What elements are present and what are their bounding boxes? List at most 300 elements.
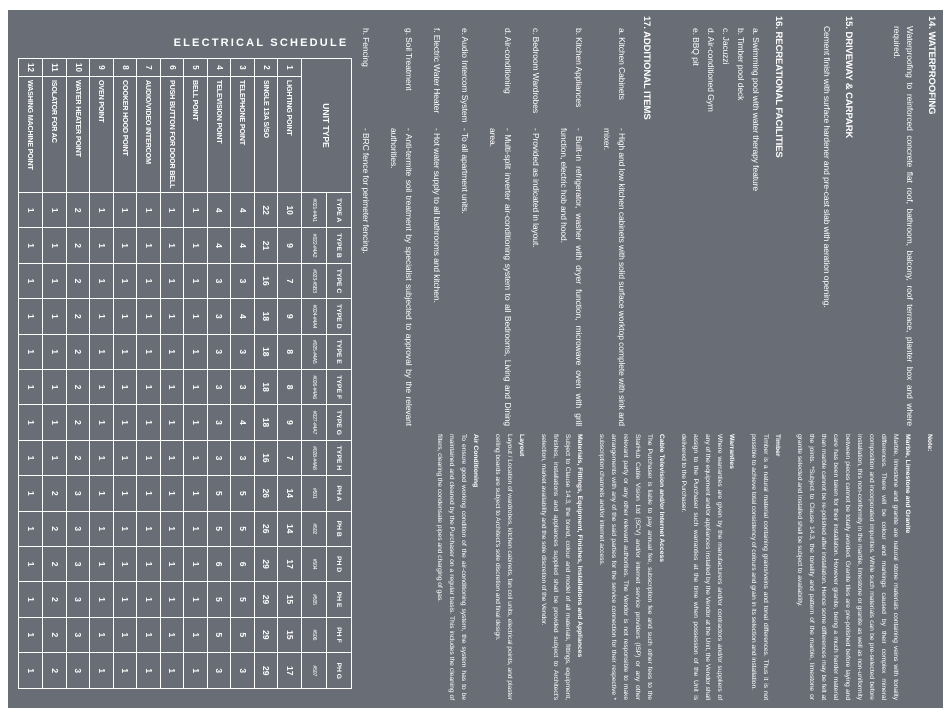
column-type-label: PH B	[326, 512, 351, 546]
value-cell: 2	[43, 653, 67, 688]
item-name: c. Bedroom Wardrobes	[531, 28, 541, 114]
value-cell: 14	[278, 476, 302, 511]
table-row	[254, 59, 278, 688]
section-list-item: d. Air-conditioned Gym	[706, 28, 716, 112]
value-cell: 2	[66, 405, 90, 440]
column-unit-numbers: #506	[310, 629, 317, 641]
column-unit-numbers: #505	[310, 594, 317, 605]
column-header-cell	[301, 370, 351, 405]
row-label-cell: TELEPHONE POINT	[231, 77, 255, 193]
value-cell: 2	[43, 512, 67, 547]
table-row	[90, 59, 114, 688]
value-cell: 1	[113, 335, 137, 370]
spec-item	[358, 28, 373, 426]
value-cell: 1	[43, 299, 67, 334]
row-label-cell: OVEN POINT	[90, 77, 114, 193]
value-cell: 1	[113, 299, 137, 334]
value-cell: 1	[137, 476, 161, 511]
row-label-cell: TELEVISION POINT	[207, 77, 231, 193]
value-cell: 1	[184, 370, 208, 405]
value-cell: 1	[19, 299, 43, 334]
value-cell: 5	[207, 618, 231, 653]
value-cell: 9	[278, 405, 302, 440]
value-cell: 1	[184, 476, 208, 511]
column-unit-numbers: #021-#4A1	[310, 198, 317, 222]
table-header-row	[301, 59, 351, 688]
value-cell: 1	[113, 228, 137, 263]
value-cell: 17	[278, 547, 302, 582]
column-unit-numbers: #025-#4A5	[310, 339, 317, 364]
column-type-label: PH E	[326, 582, 351, 616]
row-label-cell: COOKER HOOD POINT	[113, 77, 137, 193]
value-cell: 17	[278, 653, 302, 688]
value-cell: 1	[19, 370, 43, 405]
value-cell: 1	[43, 441, 67, 476]
electrical-schedule-table	[18, 58, 352, 689]
value-cell: 1	[43, 405, 67, 440]
value-cell: 2	[66, 370, 90, 405]
row-number-cell: 1	[278, 59, 302, 77]
table-row	[231, 59, 255, 688]
value-cell: 1	[160, 547, 184, 582]
value-cell: 1	[137, 228, 161, 263]
value-cell: 1	[113, 582, 137, 617]
section-heading: 17. ADDITIONAL ITEMS	[641, 16, 652, 120]
value-cell: 16	[254, 264, 278, 299]
value-cell: 21	[254, 228, 278, 263]
page-title: ELECTRICAL SCHEDULE	[173, 37, 349, 49]
spec-item	[386, 28, 416, 426]
note-body: Subject to Clause 14.3, the brand, colour and model of all materials, fittings, equipment, finishes, installations and appliances supplied shall be provided subject to Architect's selection, market availability and the sole discretion of the Vendor.	[540, 434, 571, 700]
schedule-title-strip	[171, 32, 351, 54]
column-header-cell	[301, 405, 351, 440]
column-type-label: PH A	[326, 476, 351, 510]
value-cell: 3	[66, 618, 90, 653]
value-cell: 29	[254, 653, 278, 688]
value-cell: 1	[19, 547, 43, 582]
value-cell: 1	[43, 264, 67, 299]
value-cell: 1	[19, 618, 43, 653]
column-header-cell	[301, 264, 351, 299]
value-cell: 5	[231, 618, 255, 653]
value-cell: 2	[66, 228, 90, 263]
value-cell: 2	[66, 335, 90, 370]
document-sheet	[8, 10, 943, 708]
column-type-label: TYPE C	[326, 264, 351, 298]
spec-item	[429, 28, 444, 426]
value-cell: 3	[66, 476, 90, 511]
value-cell: 18	[254, 405, 278, 440]
value-cell: 10	[278, 193, 302, 228]
item-name: h. Fencing	[361, 28, 371, 67]
note-block	[537, 434, 585, 700]
value-cell: 1	[113, 512, 137, 547]
note-heading: Warranties	[728, 434, 735, 469]
value-cell: 2	[43, 582, 67, 617]
unit-type-corner-cell: UNIT TYPE	[301, 59, 351, 193]
value-cell: 1	[113, 476, 137, 511]
note-body: Layout / Location of wardrobes, kitchen cabinets, fan coil units, electrical points, and plaster ceiling boards are subject to Architect's sole discretion and final design.	[494, 434, 513, 700]
value-cell: 1	[90, 405, 114, 440]
value-cell: 1	[43, 335, 67, 370]
value-cell: 1	[19, 193, 43, 228]
value-cell: 1	[160, 264, 184, 299]
value-cell: 1	[113, 264, 137, 299]
item-description: - Anti-termite soil treatment by specialist subjected to approval by the relevant authorities.	[389, 128, 414, 426]
section-paragraph: Waterproofing to reinforced concrete flat roof, bathroom, balcony, roof terrace, planter box and where required.	[892, 26, 915, 426]
value-cell: 1	[160, 476, 184, 511]
value-cell: 26	[254, 512, 278, 547]
value-cell: 1	[90, 299, 114, 334]
column-type-label: TYPE E	[326, 335, 351, 369]
section-list-item: a. Swimming pool with water therapy feature	[751, 28, 761, 191]
value-cell: 4	[207, 228, 231, 263]
column-unit-numbers: #028-#4A8	[310, 446, 317, 470]
value-cell: 18	[254, 335, 278, 370]
value-cell: 1	[90, 335, 114, 370]
value-cell: 1	[137, 299, 161, 334]
item-description: - High and low kitchen cabinets with solid surface worktop complete with sink and mixer.	[602, 128, 627, 426]
value-cell: 1	[160, 370, 184, 405]
value-cell: 3	[207, 653, 231, 688]
value-cell: 4	[231, 405, 255, 440]
table-body	[19, 59, 301, 688]
column-header-cell	[301, 582, 351, 617]
note-heading: Timber	[774, 434, 781, 457]
value-cell: 1	[184, 228, 208, 263]
item-name: a. Kitchen Cabinets	[617, 28, 627, 100]
value-cell: 1	[90, 582, 114, 617]
notes-blocks	[433, 434, 913, 700]
value-cell: 3	[231, 370, 255, 405]
value-cell: 1	[137, 547, 161, 582]
rotated-content	[8, 10, 943, 708]
item-name: g. Soil Treatment	[404, 28, 414, 91]
column-header-cell	[301, 299, 351, 334]
notes-label: Note:	[926, 434, 933, 452]
value-cell: 1	[113, 370, 137, 405]
spec-sections-column	[322, 16, 937, 426]
column-unit-numbers: #027-#4A7	[310, 410, 317, 435]
value-cell: 1	[160, 512, 184, 547]
item-name: f. Electric Water Heater	[432, 28, 442, 114]
value-cell: 1	[90, 370, 114, 405]
column-type-label: TYPE A	[326, 193, 351, 227]
value-cell: 5	[231, 512, 255, 547]
item-description: - Provided as indicated in layout.	[531, 128, 541, 248]
column-type-label: TYPE H	[326, 441, 351, 475]
column-unit-numbers: #504	[310, 558, 317, 570]
column-type-label: TYPE G	[326, 405, 351, 439]
note-body: The Purchaser is liable to pay annual fee, subscription fee and such other fees to the StarHub Cable Vision Ltd (SCV) and/or internet service providers (ISP) or any other relevant party or any other relevant authorities. The Vendor is not responsible to make arrangements with any of the said parties for the service connection for their respective * subscription channels and/or internet access.	[598, 434, 653, 700]
value-cell: 1	[90, 441, 114, 476]
note-body: Timber is a natural material containing grains/veins and tonal differences. Thus it is not possible to achieve total consistency of colours and grain in its selection and installation.	[750, 434, 769, 700]
value-cell: 1	[160, 193, 184, 228]
value-cell: 8	[278, 370, 302, 405]
notes-column	[433, 434, 935, 700]
value-cell: 1	[137, 193, 161, 228]
value-cell: 9	[278, 299, 302, 334]
note-block	[677, 434, 737, 700]
value-cell: 1	[19, 264, 43, 299]
value-cell: 1	[184, 299, 208, 334]
item-description: - Multi-split inverter air-conditioning system to all Bedrooms, Living and Dining area.	[488, 128, 513, 426]
value-cell: 22	[254, 193, 278, 228]
row-number-cell: 10	[66, 59, 90, 77]
row-number-cell: 6	[160, 59, 184, 77]
spec-item	[485, 28, 515, 426]
value-cell: 29	[254, 618, 278, 653]
value-cell: 1	[137, 405, 161, 440]
value-cell: 1	[160, 335, 184, 370]
column-header-cell	[301, 441, 351, 476]
value-cell: 1	[43, 228, 67, 263]
value-cell: 1	[137, 582, 161, 617]
value-cell: 1	[184, 441, 208, 476]
table-row	[278, 59, 302, 688]
row-label-cell: WATER HEATER POINT	[66, 77, 90, 193]
value-cell: 15	[278, 618, 302, 653]
value-cell: 1	[137, 264, 161, 299]
column-type-label: TYPE F	[326, 370, 351, 404]
section-items	[358, 28, 629, 426]
spec-section	[688, 16, 784, 426]
row-label-cell: SINGLE 13A S/SO	[254, 77, 278, 193]
item-description: - Built-in refrigerator, washer with dryer function, microwave oven with grill function, electric hob and hood.	[559, 128, 584, 426]
value-cell: 1	[137, 335, 161, 370]
value-cell: 26	[254, 476, 278, 511]
value-cell: 3	[207, 405, 231, 440]
value-cell: 2	[43, 618, 67, 653]
value-cell: 3	[207, 441, 231, 476]
value-cell: 1	[43, 193, 67, 228]
value-cell: 1	[19, 476, 43, 511]
value-cell: 1	[184, 618, 208, 653]
table-row	[137, 59, 161, 688]
value-cell: 3	[231, 653, 255, 688]
value-cell: 3	[66, 547, 90, 582]
value-cell: 1	[137, 441, 161, 476]
note-heading: Air Conditioning	[472, 434, 479, 488]
value-cell: 5	[207, 512, 231, 547]
item-description: - BRC fence for perimeter fencing.	[361, 128, 371, 254]
spec-section	[820, 16, 854, 426]
value-cell: 1	[160, 299, 184, 334]
value-cell: 3	[66, 653, 90, 688]
value-cell: 14	[278, 512, 302, 547]
value-cell: 1	[160, 582, 184, 617]
note-block	[747, 434, 783, 700]
value-cell: 1	[19, 405, 43, 440]
value-cell: 1	[90, 193, 114, 228]
note-body: To ensure good working condition of the air-conditioning system, the system has to be maintained and cleaned by the Purchaser on a regular basis. This includes the cleaning of filters, clearing the condensate pipes and charging of gas.	[436, 434, 467, 700]
column-type-label: PH D	[326, 547, 351, 581]
value-cell: 5	[231, 476, 255, 511]
value-cell: 1	[184, 547, 208, 582]
value-cell: 3	[231, 264, 255, 299]
column-type-label: PH G	[326, 653, 351, 688]
value-cell: 1	[19, 441, 43, 476]
value-cell: 1	[19, 582, 43, 617]
section-list-item: b. Timber pool deck	[736, 28, 746, 101]
section-list-item: e. BBQ pit	[691, 28, 701, 66]
value-cell: 1	[113, 547, 137, 582]
value-cell: 5	[231, 582, 255, 617]
value-cell: 7	[278, 441, 302, 476]
value-cell: 1	[137, 370, 161, 405]
value-cell: 1	[90, 618, 114, 653]
row-label-cell: ISOLATOR FOR AC	[43, 77, 67, 193]
value-cell: 2	[43, 476, 67, 511]
section-list-item: c. Jacuzzi	[721, 28, 731, 65]
value-cell: 1	[90, 512, 114, 547]
value-cell: 2	[43, 547, 67, 582]
table-row	[113, 59, 137, 688]
value-cell: 1	[184, 193, 208, 228]
value-cell: 1	[113, 618, 137, 653]
table-row	[184, 59, 208, 688]
column-unit-numbers: #023-#5B3	[310, 269, 317, 293]
table-row	[66, 59, 90, 688]
value-cell: 1	[90, 476, 114, 511]
note-heading: Marble, Limestone and Granite	[904, 434, 911, 534]
item-description: - Hot water supply to all bathrooms and kitchen.	[432, 128, 442, 303]
value-cell: 1	[184, 653, 208, 688]
row-label-cell: WASHING MACHINE POINT	[19, 77, 43, 193]
value-cell: 18	[254, 299, 278, 334]
note-block	[433, 434, 481, 700]
note-block	[491, 434, 527, 700]
value-cell: 5	[207, 476, 231, 511]
item-name: b. Kitchen Appliances	[574, 28, 584, 108]
value-cell: 18	[254, 370, 278, 405]
value-cell: 1	[160, 441, 184, 476]
value-cell: 3	[207, 370, 231, 405]
value-cell: 1	[160, 405, 184, 440]
column-unit-numbers: #026-#4A6	[310, 375, 317, 399]
row-number-cell: 2	[254, 59, 278, 77]
value-cell: 16	[254, 441, 278, 476]
value-cell: 6	[231, 547, 255, 582]
value-cell: 4	[231, 193, 255, 228]
spec-item	[457, 28, 472, 426]
value-cell: 1	[25, 668, 36, 674]
note-block	[595, 434, 667, 700]
item-name: e. Audio Intercom System	[460, 28, 470, 123]
column-unit-numbers: #022-#4A2	[310, 233, 317, 258]
column-header-cell	[301, 618, 351, 653]
value-cell: 9	[278, 228, 302, 263]
column-unit-numbers: #024-#4A4	[310, 304, 317, 329]
value-cell: 2	[66, 299, 90, 334]
item-name: d. Air-conditioning	[503, 28, 513, 94]
row-number-cell: 4	[207, 59, 231, 77]
value-cell: 1	[90, 653, 114, 688]
value-cell: 1	[113, 405, 137, 440]
column-header-cell	[301, 476, 351, 511]
row-number-cell: 9	[90, 59, 114, 77]
row-number-cell: 8	[113, 59, 137, 77]
spec-item	[556, 28, 586, 426]
value-cell: 1	[137, 653, 161, 688]
value-cell: 8	[278, 335, 302, 370]
value-cell: 1	[113, 193, 137, 228]
row-label-cell: BELL POINT	[184, 77, 208, 193]
column-header-cell	[301, 653, 351, 688]
value-cell: 3	[66, 512, 90, 547]
section-heading: 14. WATERPROOFING	[926, 16, 937, 115]
row-label-cell: AUDIO/VIDEO INTERCOM	[137, 77, 161, 193]
value-cell: 29	[254, 547, 278, 582]
row-label-cell: PUSH BUTTON FOR DOOR BELL	[160, 77, 184, 193]
row-number-cell: 7	[137, 59, 161, 77]
value-cell: 1	[137, 512, 161, 547]
section-heading: 15. DRIVEWAY & CARPARK	[843, 16, 854, 139]
value-cell: 1	[184, 512, 208, 547]
value-cell: 4	[207, 193, 231, 228]
value-cell: 1	[113, 441, 137, 476]
value-cell: 1	[19, 228, 43, 263]
column-unit-numbers: #502	[310, 523, 317, 535]
spec-section	[890, 16, 937, 426]
value-cell: 5	[207, 582, 231, 617]
column-header-cell	[301, 193, 351, 228]
spec-item	[528, 28, 543, 426]
value-cell: 3	[231, 335, 255, 370]
value-cell: 4	[231, 228, 255, 263]
row-number-cell: 5	[184, 59, 208, 77]
value-cell: 2	[66, 264, 90, 299]
value-cell: 29	[254, 582, 278, 617]
value-cell: 1	[90, 228, 114, 263]
column-type-label: TYPE B	[326, 228, 351, 262]
item-description: - To all apartment units.	[460, 128, 470, 214]
value-cell: 1	[19, 512, 43, 547]
value-cell: 3	[207, 264, 231, 299]
value-cell: 3	[231, 441, 255, 476]
row-number-cell: 12	[19, 59, 43, 77]
value-cell: 1	[184, 335, 208, 370]
column-header-cell	[301, 512, 351, 547]
spec-item	[599, 28, 629, 426]
section-heading: 16. RECREATIONAL FACILITIES	[773, 16, 784, 158]
value-cell: 1	[160, 228, 184, 263]
value-cell: 1	[160, 653, 184, 688]
value-cell: 3	[207, 299, 231, 334]
section-paragraph: Cement finish with surface hardener and pre-cast slab with aeration opening.	[822, 26, 832, 308]
value-cell: 1	[160, 618, 184, 653]
value-cell: 1	[184, 264, 208, 299]
table-row	[160, 59, 184, 688]
value-cell: 1	[184, 582, 208, 617]
value-cell: 1	[90, 264, 114, 299]
value-cell: 7	[278, 264, 302, 299]
column-header-cell	[301, 228, 351, 263]
column-header-cell	[301, 335, 351, 370]
column-header-cell	[301, 547, 351, 582]
value-cell: 2	[66, 193, 90, 228]
value-cell: 2	[66, 441, 90, 476]
value-cell: 1	[90, 547, 114, 582]
value-cell: 1	[43, 370, 67, 405]
value-cell: 3	[66, 582, 90, 617]
table-row	[207, 59, 231, 688]
row-number-cell: 3	[231, 59, 255, 77]
row-label-cell: LIGHTING POINT	[278, 77, 302, 193]
value-cell: 4	[231, 299, 255, 334]
column-unit-numbers: #507	[310, 665, 317, 677]
value-cell: 1	[137, 618, 161, 653]
